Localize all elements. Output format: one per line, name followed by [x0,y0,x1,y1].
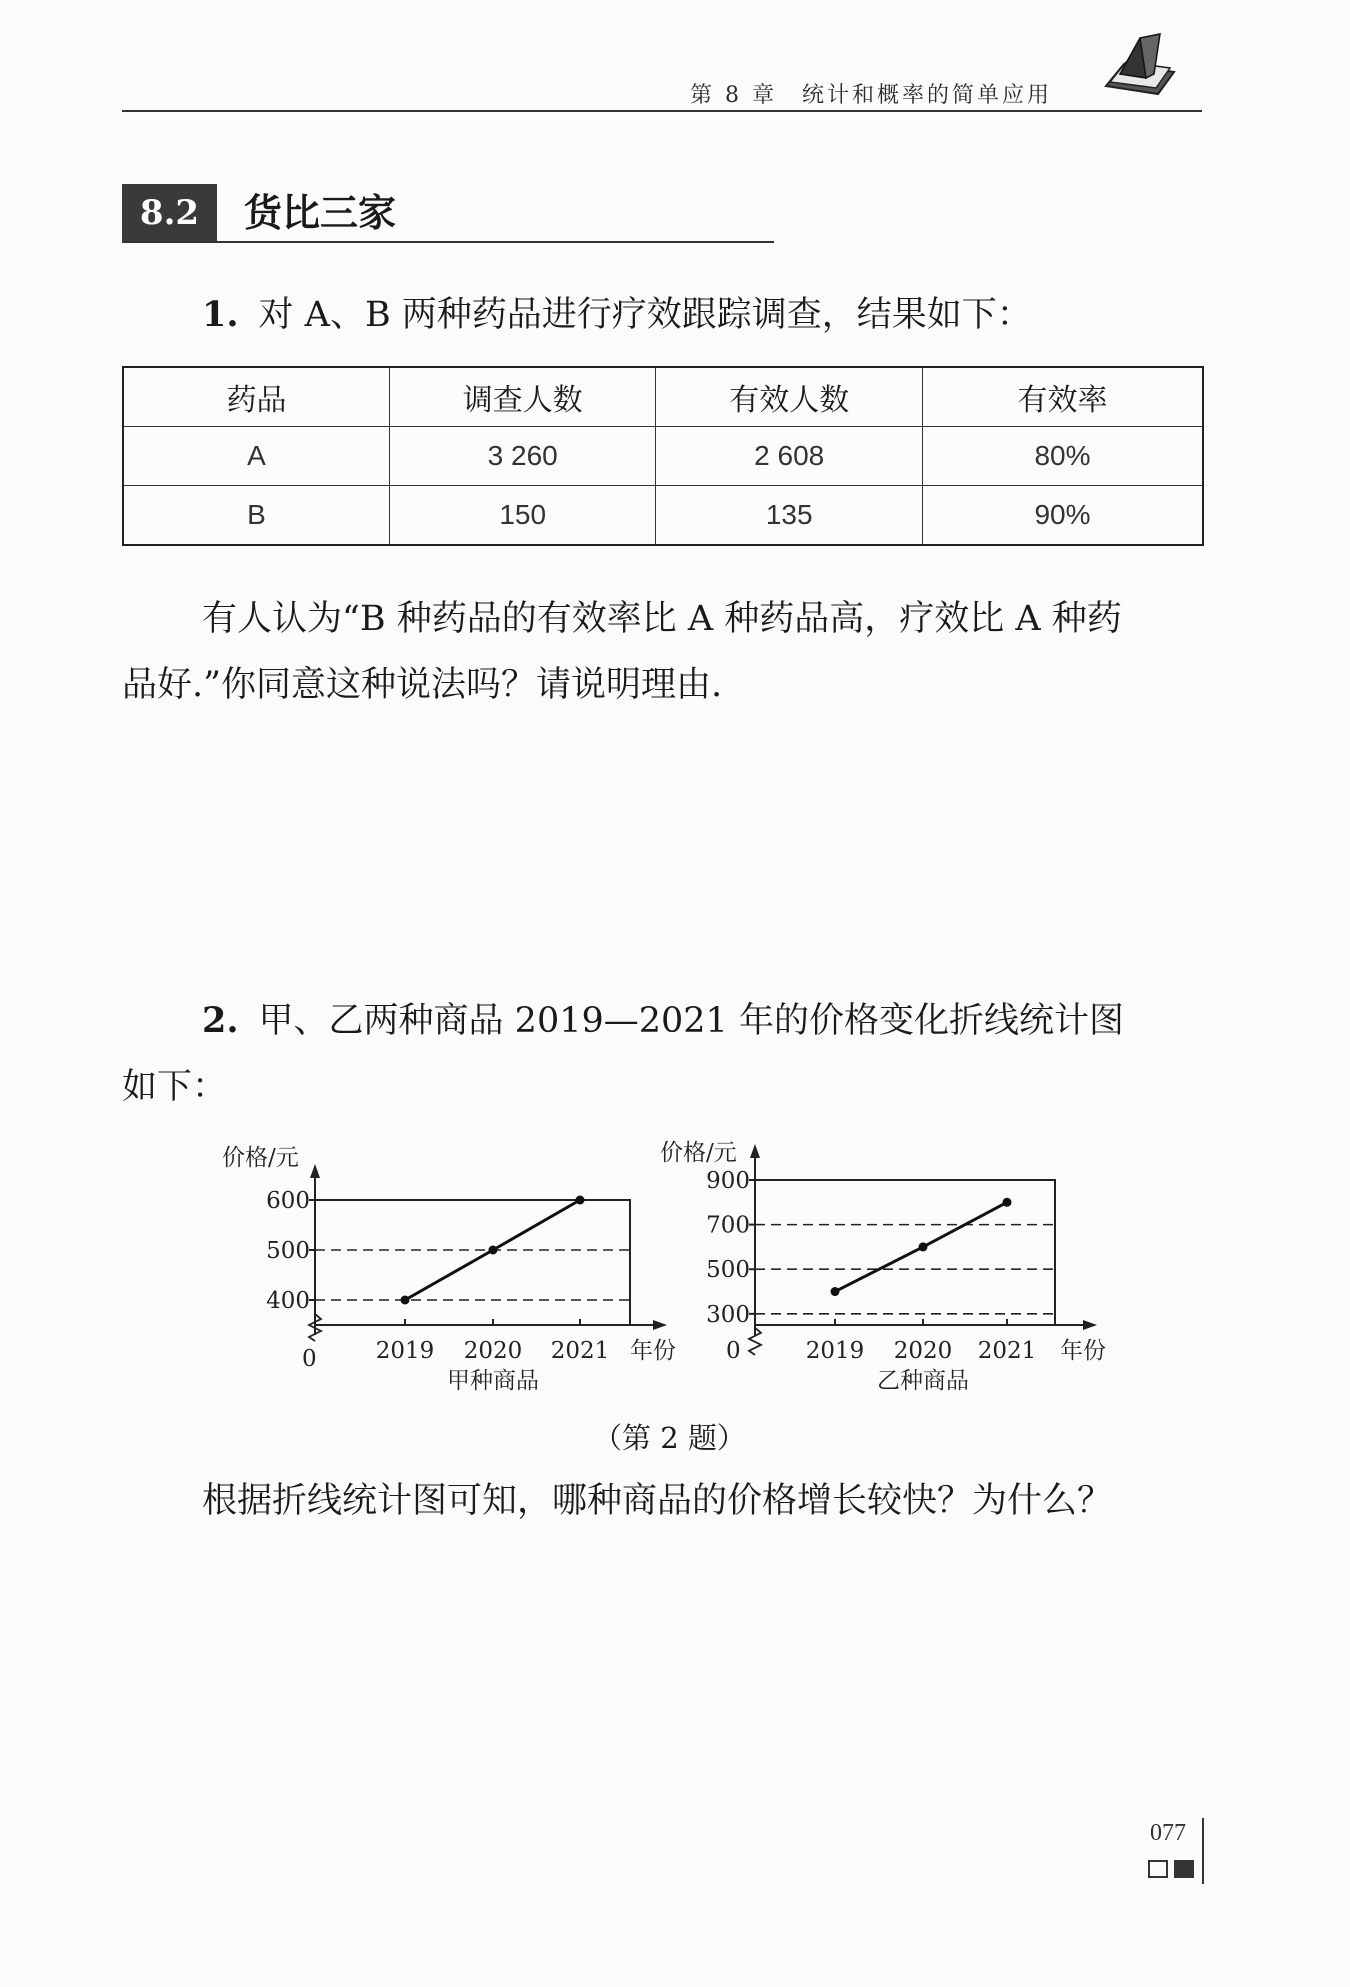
header-rule [122,110,1202,112]
open-square-icon [1148,1860,1168,1878]
table-row [123,427,1203,486]
y-axis-label: 价格/元 [222,1145,299,1171]
chart-yi [640,1130,1120,1400]
table-header: 有效人数 [656,367,923,427]
section-title: 货比三家 [244,190,397,235]
figure-caption: （第 2 题） [593,1421,746,1455]
x-tick-label: 2020 [463,1338,523,1364]
q1-text: 对 A、B 两种药品进行疗效跟踪调查，结果如下： [258,295,1032,335]
origin-label: 0 [302,1346,317,1372]
table-cell: 90% [922,486,1203,546]
table-cell: 3 260 [389,427,656,486]
data-point [401,1296,410,1305]
section-rule [122,241,774,243]
table-cell: B [123,486,389,546]
table-cell: A [123,427,389,486]
q1-paragraph-line1: 有人认为“B 种药品的有效率比 A 种药品高，疗效比 A 种药 [202,599,1122,639]
section-number: 8.2 [122,184,217,242]
table-cell: 2 608 [656,427,923,486]
y-axis-arrow-icon [310,1164,320,1178]
table-cell: 80% [922,427,1203,486]
chart-jia [210,1130,680,1400]
x-tick-label: 2019 [375,1338,435,1364]
y-tick-label: 900 [706,1168,750,1194]
chapter-header: 第 8 章 统计和概率的简单应用 [690,83,1052,108]
y-tick-label: 500 [706,1257,750,1284]
y-axis-arrow-icon [750,1144,760,1158]
table-header-row [123,367,1203,427]
chart-title: 乙种商品 [877,1368,969,1394]
q1-number: 1. [202,294,239,335]
table-cell: 150 [389,486,656,546]
q2-number: 2. [202,1000,239,1041]
data-point [489,1246,498,1255]
page-number: 077 [1150,1820,1186,1846]
drug-table [122,366,1204,546]
x-axis-label: 年份 [630,1338,676,1364]
table-cell: 135 [656,486,923,546]
x-tick-label: 2020 [893,1338,953,1364]
table-row [123,486,1203,546]
q2-text: 甲、乙两种商品 2019—2021 年的价格变化折线统计图 [258,1001,1124,1041]
data-point [576,1196,585,1205]
filled-square-icon [1174,1860,1194,1878]
y-tick-label: 300 [706,1301,750,1328]
x-tick-label: 2021 [977,1338,1037,1364]
q2-prompt-line1 [202,988,1124,1054]
table-header: 药品 [123,367,389,427]
q1-paragraph-line2: 品好.”你同意这种说法吗？请说明理由. [122,665,723,705]
data-point [1003,1198,1012,1207]
table-header: 有效率 [922,367,1203,427]
book-icon [1100,28,1180,108]
x-axis-arrow-icon [1083,1320,1097,1330]
y-tick-label: 600 [266,1188,310,1214]
data-point [831,1287,840,1296]
x-tick-label: 2021 [550,1338,610,1364]
x-tick-label: 2019 [805,1338,865,1364]
q1-prompt [202,282,1032,348]
q2-question: 根据折线统计图可知，哪种商品的价格增长较快？为什么？ [202,1481,1113,1521]
y-axis-label: 价格/元 [660,1140,737,1166]
data-point [919,1242,928,1251]
y-tick-label: 400 [266,1288,310,1314]
y-tick-label: 500 [266,1238,310,1264]
y-tick-label: 700 [706,1212,750,1239]
page-number-rule [1202,1818,1204,1884]
table-header: 调查人数 [389,367,656,427]
q2-prompt-line2: 如下： [122,1067,228,1107]
chart-title: 甲种商品 [447,1368,539,1394]
x-axis-label: 年份 [1060,1338,1106,1364]
origin-label: 0 [726,1338,741,1364]
